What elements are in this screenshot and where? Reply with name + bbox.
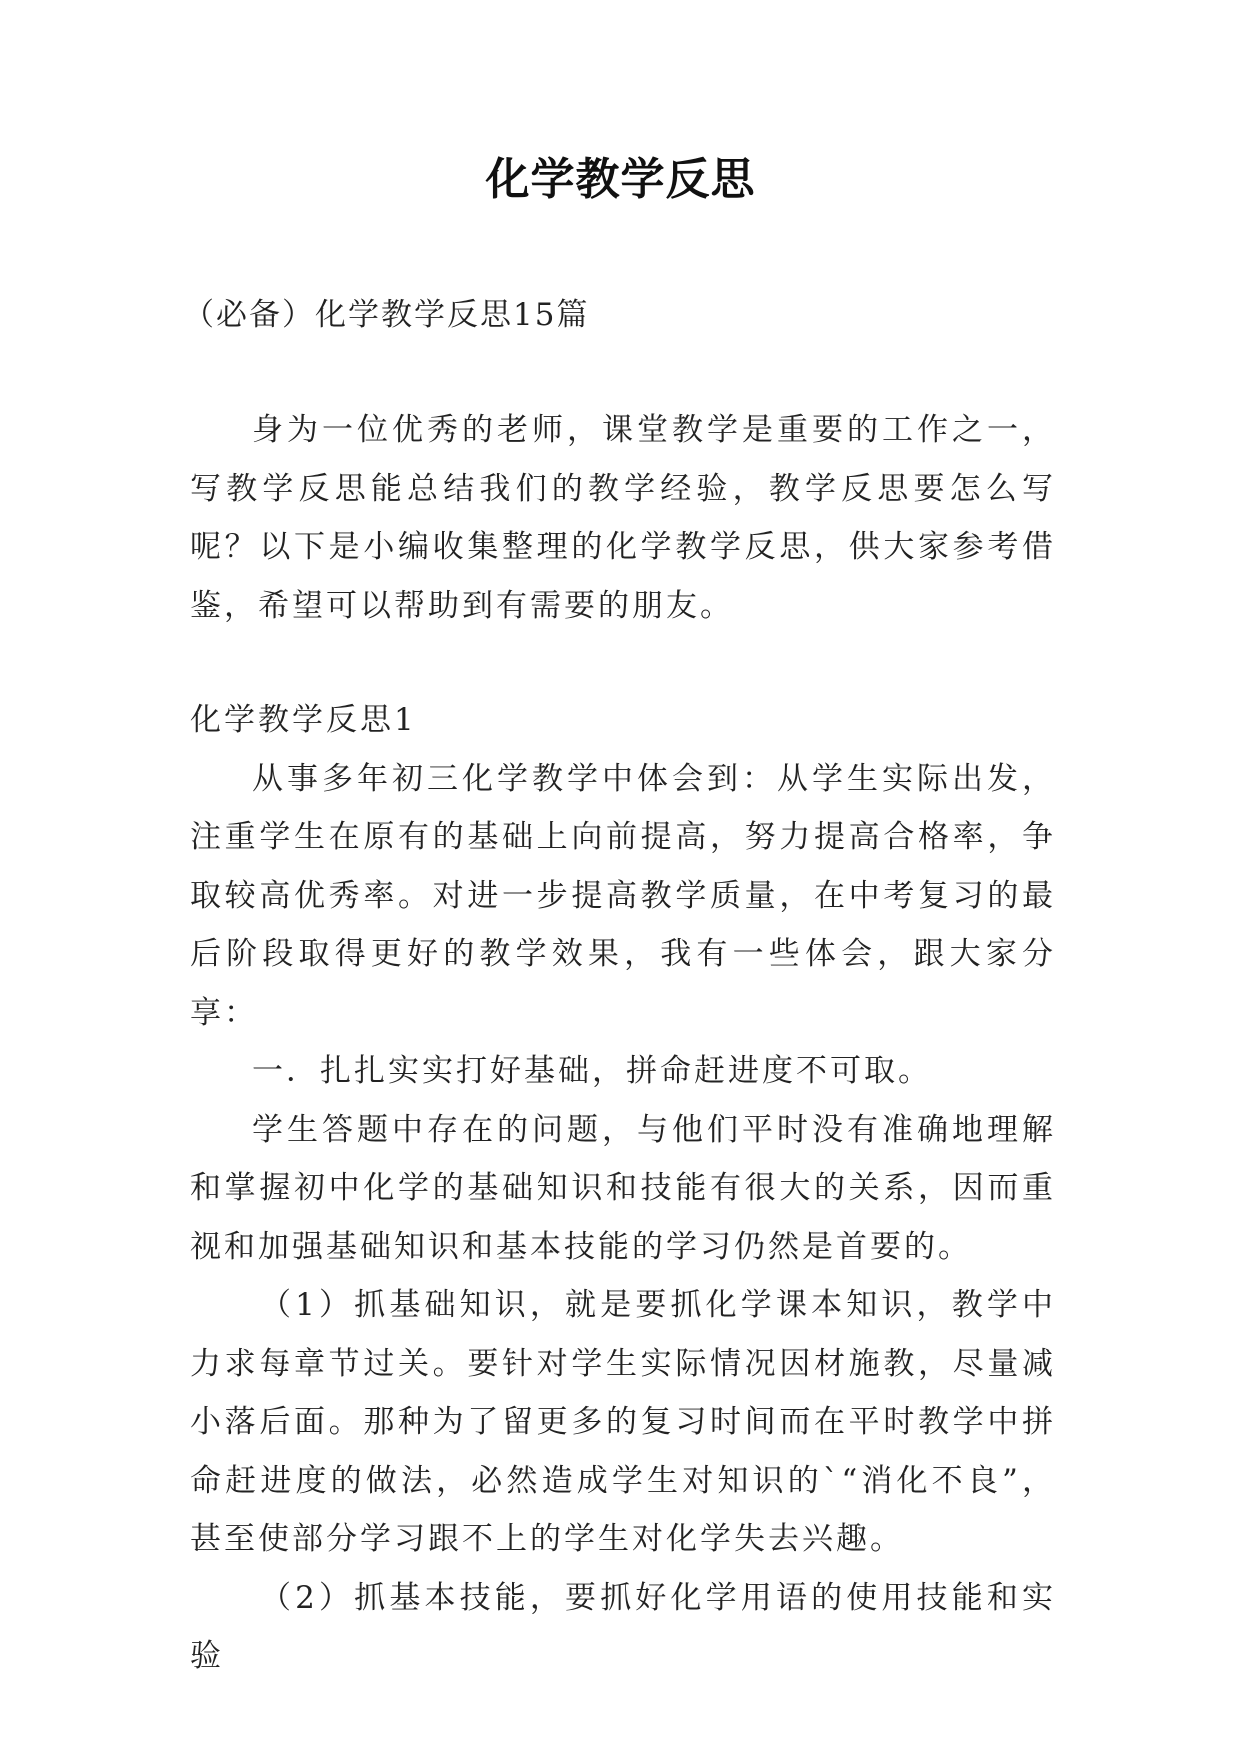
section-heading: 化学教学反思1 <box>190 702 417 738</box>
paragraph-5: （2）抓基本技能，要抓好化学用语的使用技能和实验 <box>190 1579 1056 1674</box>
intro-block <box>190 401 1056 635</box>
paragraph-3: 学生答题中存在的问题，与他们平时没有准确地理解和掌握初中化学的基础知识和技能有很大的关系，因而重视和加强基础知识和基本技能的学习仍然是首要的。 <box>190 1111 1056 1265</box>
intro-paragraph: 身为一位优秀的老师，课堂教学是重要的工作之一，写教学反思能总结我们的教学经验，教学反思要怎么写呢？以下是小编收集整理的化学教学反思，供大家参考借鉴，希望可以帮助到有需要的朋友。 <box>190 412 1056 624</box>
document-title: 化学教学反思 <box>485 154 756 205</box>
paragraph-2: 一．扎扎实实打好基础，拼命赶进度不可取。 <box>252 1053 932 1089</box>
document-subtitle: （必备）化学教学反思15篇 <box>183 297 590 333</box>
paragraph-4: （1）抓基础知识，就是要抓化学课本知识，教学中力求每章节过关。要针对学生实际情况因材施教，尽量减小落后面。那种为了留更多的复习时间而在平时教学中拼命赶进度的做法，必然造成学生对知识的`“消化不良”，甚至使部分学习跟不上的学生对化学失去兴趣。 <box>190 1287 1056 1557</box>
section-1 <box>190 691 1056 1686</box>
paragraph-1: 从事多年初三化学教学中体会到：从学生实际出发，注重学生在原有的基础上向前提高，努力提高合格率，争取较高优秀率。对进一步提高教学质量，在中考复习的最后阶段取得更好的教学效果，我有一些体会，跟大家分享： <box>190 760 1056 1031</box>
